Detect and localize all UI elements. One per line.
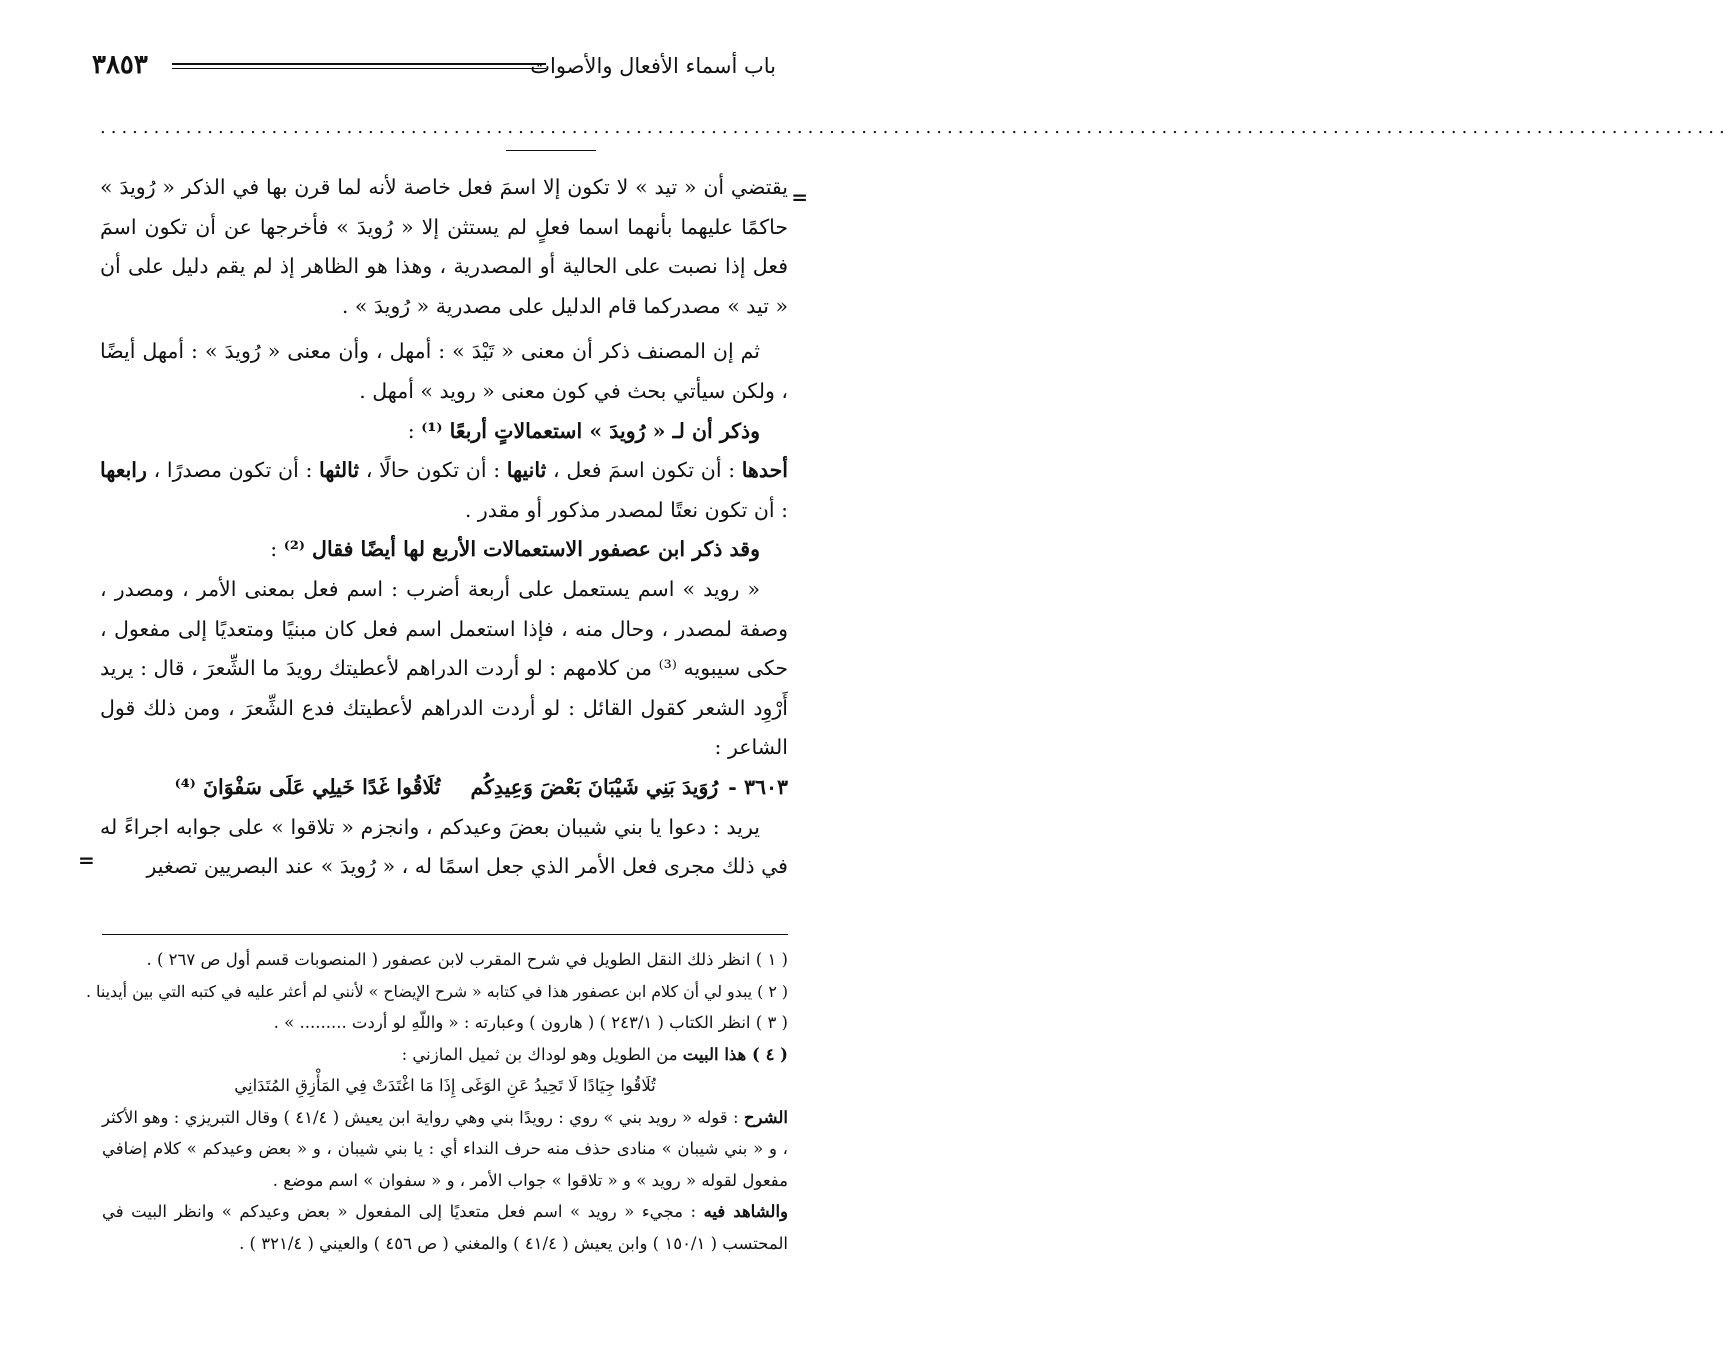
verse-line	[100, 768, 788, 808]
page-number: ٣٨٥٣	[92, 50, 148, 80]
footnote-sharh	[102, 1102, 788, 1197]
continuation-marker-end: =	[78, 848, 95, 873]
paragraph-5-bold: وقد ذكر ابن عصفور الاستعمالات الأربع لها أيضًا فقال ⁽²⁾	[283, 537, 760, 562]
short-rule	[506, 150, 596, 151]
text-first: : أن تكون اسمَ فعل ،	[546, 458, 742, 483]
footnotes	[85, 944, 788, 1259]
paragraph-7	[78, 808, 788, 887]
footnote-4	[102, 1039, 788, 1071]
continuation-marker: =	[791, 185, 808, 209]
footnote-4-verse: تُلَاقُوا جِيَادًا لَا تَحِيدُ عَنِ الوَغَى إِذَا مَا اغْتَدَتْ فِي المَأْزِقِ المُتَدَانِي	[234, 1076, 656, 1095]
paragraph-4	[100, 451, 788, 530]
sharh-text: : قوله « رويد بني » روي : رويدًا بني وهي رواية ابن يعيش ( ٤١/٤ ) وقال التبريزي : وهو الأكثر ، و « بني شيبان » منادى حذف منه حرف النداء أي : يا بني شيبان ، و « بعض وعيدكم » كلام إضافي مفعول لقوله « رويد » و « تلاقوا » جواب الأمر ، و « سفوان » اسم موضع .	[102, 1107, 788, 1190]
paragraph-3-tail: :	[407, 418, 422, 443]
footnote-4-rest: من الطويل وهو لوداك بن ثميل المازني :	[401, 1044, 683, 1064]
label-third: ثالثها	[319, 458, 360, 483]
footnote-separator	[102, 934, 788, 935]
paragraph-2: ثم إن المصنف ذكر أن معنى « تَيْدَ » : أمهل ، وأن معنى « رُويدَ » : أمهل أيضًا ، ولكن سيأتي بحث في كون معنى « رويد » أمهل .	[100, 339, 788, 403]
label-fourth: رابعها	[100, 458, 147, 483]
text-second: : أن تكون حالًا ،	[359, 458, 507, 483]
label-first: أحدها	[741, 458, 788, 483]
paragraph-3-bold: وذكر أن لـ « رُويدَ » استعمالاتٍ أربعًا ⁽¹⁾	[421, 418, 760, 443]
text-third: : أن تكون مصدرًا ،	[146, 458, 320, 483]
paragraph-1-text: يقتضي أن « تيد » لا تكون إلا اسمَ فعل خاصة لأنه لما قرن بها في الذكر « رُويدَ » حاكمًا عليهما بأنهما اسما فعلٍ لم يستثن إلا « رُويدَ » فأخرجها عن أن تكون اسمَ فعل إذا نصبت على الحالية أو المصدرية ، وهذا هو الظاهر إذ لم يقم دليل على أن « تيد » مصدركما قام الدليل على مصدرية « رُويدَ » .	[100, 175, 788, 318]
shahid-label: والشاهد فيه	[703, 1202, 788, 1221]
footnote-4-head: ( ٤ ) هذا البيت	[682, 1044, 788, 1064]
running-header	[92, 50, 776, 90]
footnote-1: ( ١ ) انظر ذلك النقل الطويل في شرح المقرب لابن عصفور ( المنصوبات قسم أول ص ٢٦٧ ) .	[146, 950, 788, 969]
sharh-label: الشرح	[743, 1107, 788, 1127]
footnote-3: ( ٣ ) انظر الكتاب ( ٢٤٣/١ ) ( هارون ) وعبارته : « واللّهِ لو أردت ......... » .	[273, 1013, 788, 1032]
footnote-shahid	[102, 1196, 788, 1259]
text-fourth: : أن تكون نعتًا لمصدر مذكور أو مقدر .	[464, 497, 788, 522]
paragraph-7-text: يريد : دعوا يا بني شيبان بعضَ وعيدكم ، وانجزم « تلاقوا » على جوابه اجراءً له في ذلك مجرى فعل الأمر الذي جعل اسمًا له ، « رُويدَ » عند البصريين تصغير	[100, 814, 788, 879]
verse-number: ٣٦٠٣ -	[728, 774, 788, 799]
paragraph-1	[100, 168, 808, 326]
verse-hemistich-1: رُوَيدَ بَنِي شَيْبَانَ بَعْضَ وَعِيدِكُم	[470, 774, 719, 799]
footnote-2: ( ٢ ) يبدو لي أن كلام ابن عصفور هذا في كتابه « شرح الإيضاح » لأنني لم أعثر عليه في كتبه التي بين أيدينا .	[85, 981, 788, 1001]
paragraph-5	[100, 530, 788, 570]
label-second: ثانيها	[506, 458, 547, 483]
shahid-text: : مجيء « رويد » اسم فعل متعديًا إلى المفعول « بعض وعيدكم » وانظر البيت في المحتسب ( ١٥٠/١ ) وابن يعيش ( ٤١/٤ ) والمغني ( ص ٤٥٦ ) والعيني ( ٣٢١/٤ ) .	[102, 1202, 788, 1253]
header-double-rule	[172, 63, 546, 69]
dotted-separator: ........................................................................................................................................................	[100, 117, 1730, 138]
chapter-title: باب أسماء الأفعال والأصوات	[530, 54, 776, 78]
verse-hemistich-2: تُلَاقُوا غَدًا خَيلِي عَلَى سَفْوَانَ ⁽⁴⁾	[174, 774, 441, 799]
paragraph-5-tail: :	[270, 537, 284, 562]
main-text	[78, 168, 808, 887]
paragraph-6: « رويد » اسم يستعمل على أربعة أضرب : اسم فعل بمعنى الأمر ، ومصدر ، وصفة لمصدر ، وحال منه ، فإذا استعمل اسم فعل كان مبنيًا ومتعديًا إلى مفعول ، حكى سيبويه ⁽³⁾ من كلامهم : لو أردت الدراهم لأعطيتك رويدَ ما الشِّعرَ ، قال : يريد أَرْوِد الشعر كقول القائل : لو أردت الدراهم لأعطيتك فدع الشِّعرَ ، ومن ذلك قول الشاعر :	[100, 576, 789, 760]
paragraph-3	[100, 412, 788, 452]
